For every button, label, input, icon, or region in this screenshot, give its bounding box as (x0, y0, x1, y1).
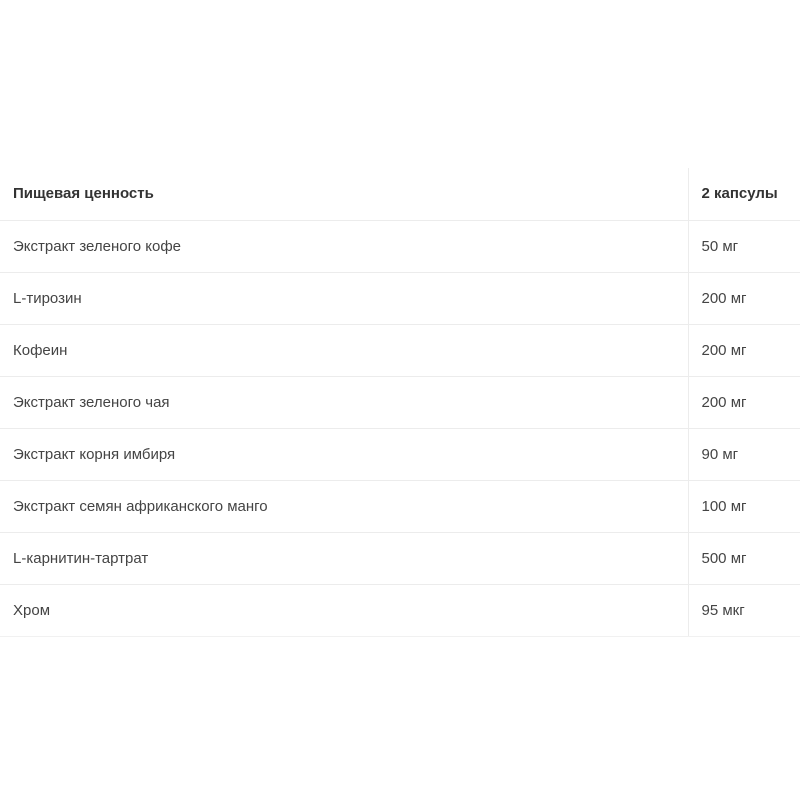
header-amount: 2 капсулы (688, 168, 800, 221)
ingredient-name: Экстракт корня имбиря (0, 429, 688, 481)
ingredient-amount: 90 мг (688, 429, 800, 481)
ingredient-name: Экстракт семян африканского манго (0, 481, 688, 533)
ingredient-amount: 50 мг (688, 221, 800, 273)
table-row (0, 585, 800, 637)
header-name: Пищевая ценность (0, 168, 688, 221)
ingredient-name: Кофеин (0, 325, 688, 377)
ingredient-name: Хром (0, 585, 688, 637)
ingredient-amount: 100 мг (688, 481, 800, 533)
table-row (0, 221, 800, 273)
nutrition-table (0, 168, 800, 637)
ingredient-name: Экстракт зеленого кофе (0, 221, 688, 273)
ingredient-amount: 200 мг (688, 273, 800, 325)
ingredient-amount: 500 мг (688, 533, 800, 585)
table-row (0, 481, 800, 533)
ingredient-amount: 95 мкг (688, 585, 800, 637)
ingredient-amount: 200 мг (688, 377, 800, 429)
table-row (0, 377, 800, 429)
ingredient-name: L-карнитин-тартрат (0, 533, 688, 585)
table-row (0, 273, 800, 325)
ingredient-name: L-тирозин (0, 273, 688, 325)
table-header-row (0, 168, 800, 221)
ingredient-name: Экстракт зеленого чая (0, 377, 688, 429)
table-row (0, 533, 800, 585)
table-row (0, 325, 800, 377)
table-row (0, 429, 800, 481)
ingredient-amount: 200 мг (688, 325, 800, 377)
